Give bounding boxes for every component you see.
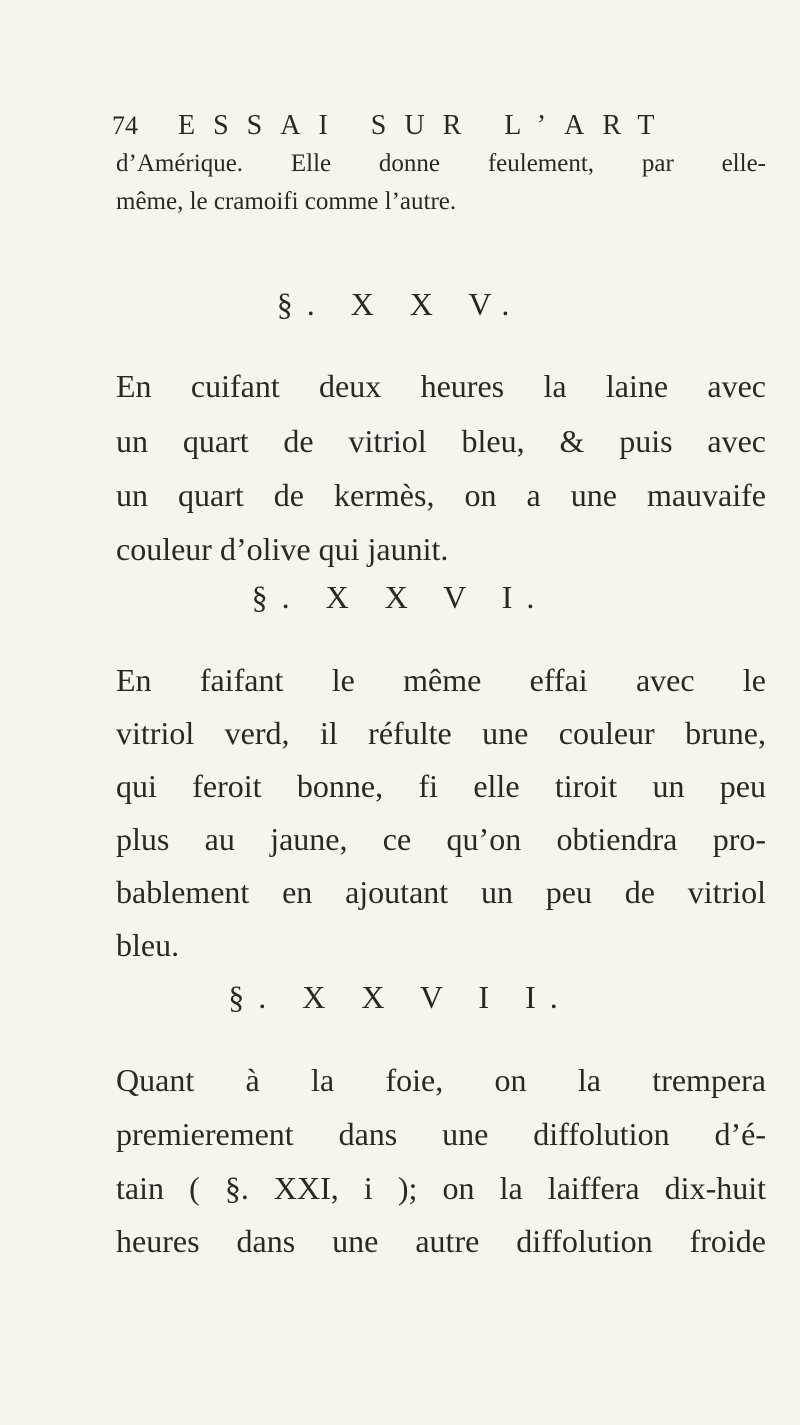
section-line: Quant à la foie, on la trempera (116, 1062, 766, 1098)
running-title: ESSAI SUR L’ART (178, 110, 673, 141)
section-line: heures dans une autre diffolution froide (116, 1223, 766, 1259)
section-line: premierement dans une diffolution d’é- (116, 1116, 766, 1152)
section-heading: §. X X V I. (251, 579, 549, 615)
section-line: qui feroit bonne, fi elle tiroit un peu (116, 768, 766, 804)
section-line: En cuifant deux heures la laine avec (116, 368, 766, 404)
continuation-line: d’Amérique. Elle donne feulement, par elle- (116, 150, 766, 177)
section-line: plus au jaune, ce qu’on obtiendra pro- (116, 821, 766, 857)
section-line: un quart de kermès, on a une mauvaife (116, 477, 766, 513)
section-heading: §. X X V I I. (228, 979, 572, 1015)
section-heading: §. X X V. (276, 286, 524, 322)
continuation-line: même, le cramoifi comme l’autre. (116, 188, 457, 215)
section-line: vitriol verd, il réfulte une couleur brune, (116, 715, 766, 751)
section-line: bleu. (116, 927, 180, 963)
page-number: 74 (112, 111, 138, 140)
section-line: bablement en ajoutant un peu de vitriol (116, 874, 766, 910)
section-line: En faifant le même effai avec le (116, 662, 766, 698)
section-line: tain ( §. XXI, i ); on la laiffera dix-huit (116, 1170, 766, 1206)
section-line: couleur d’olive qui jaunit. (116, 531, 449, 567)
running-head (112, 106, 712, 146)
section-line: un quart de vitriol bleu, & puis avec (116, 423, 766, 459)
